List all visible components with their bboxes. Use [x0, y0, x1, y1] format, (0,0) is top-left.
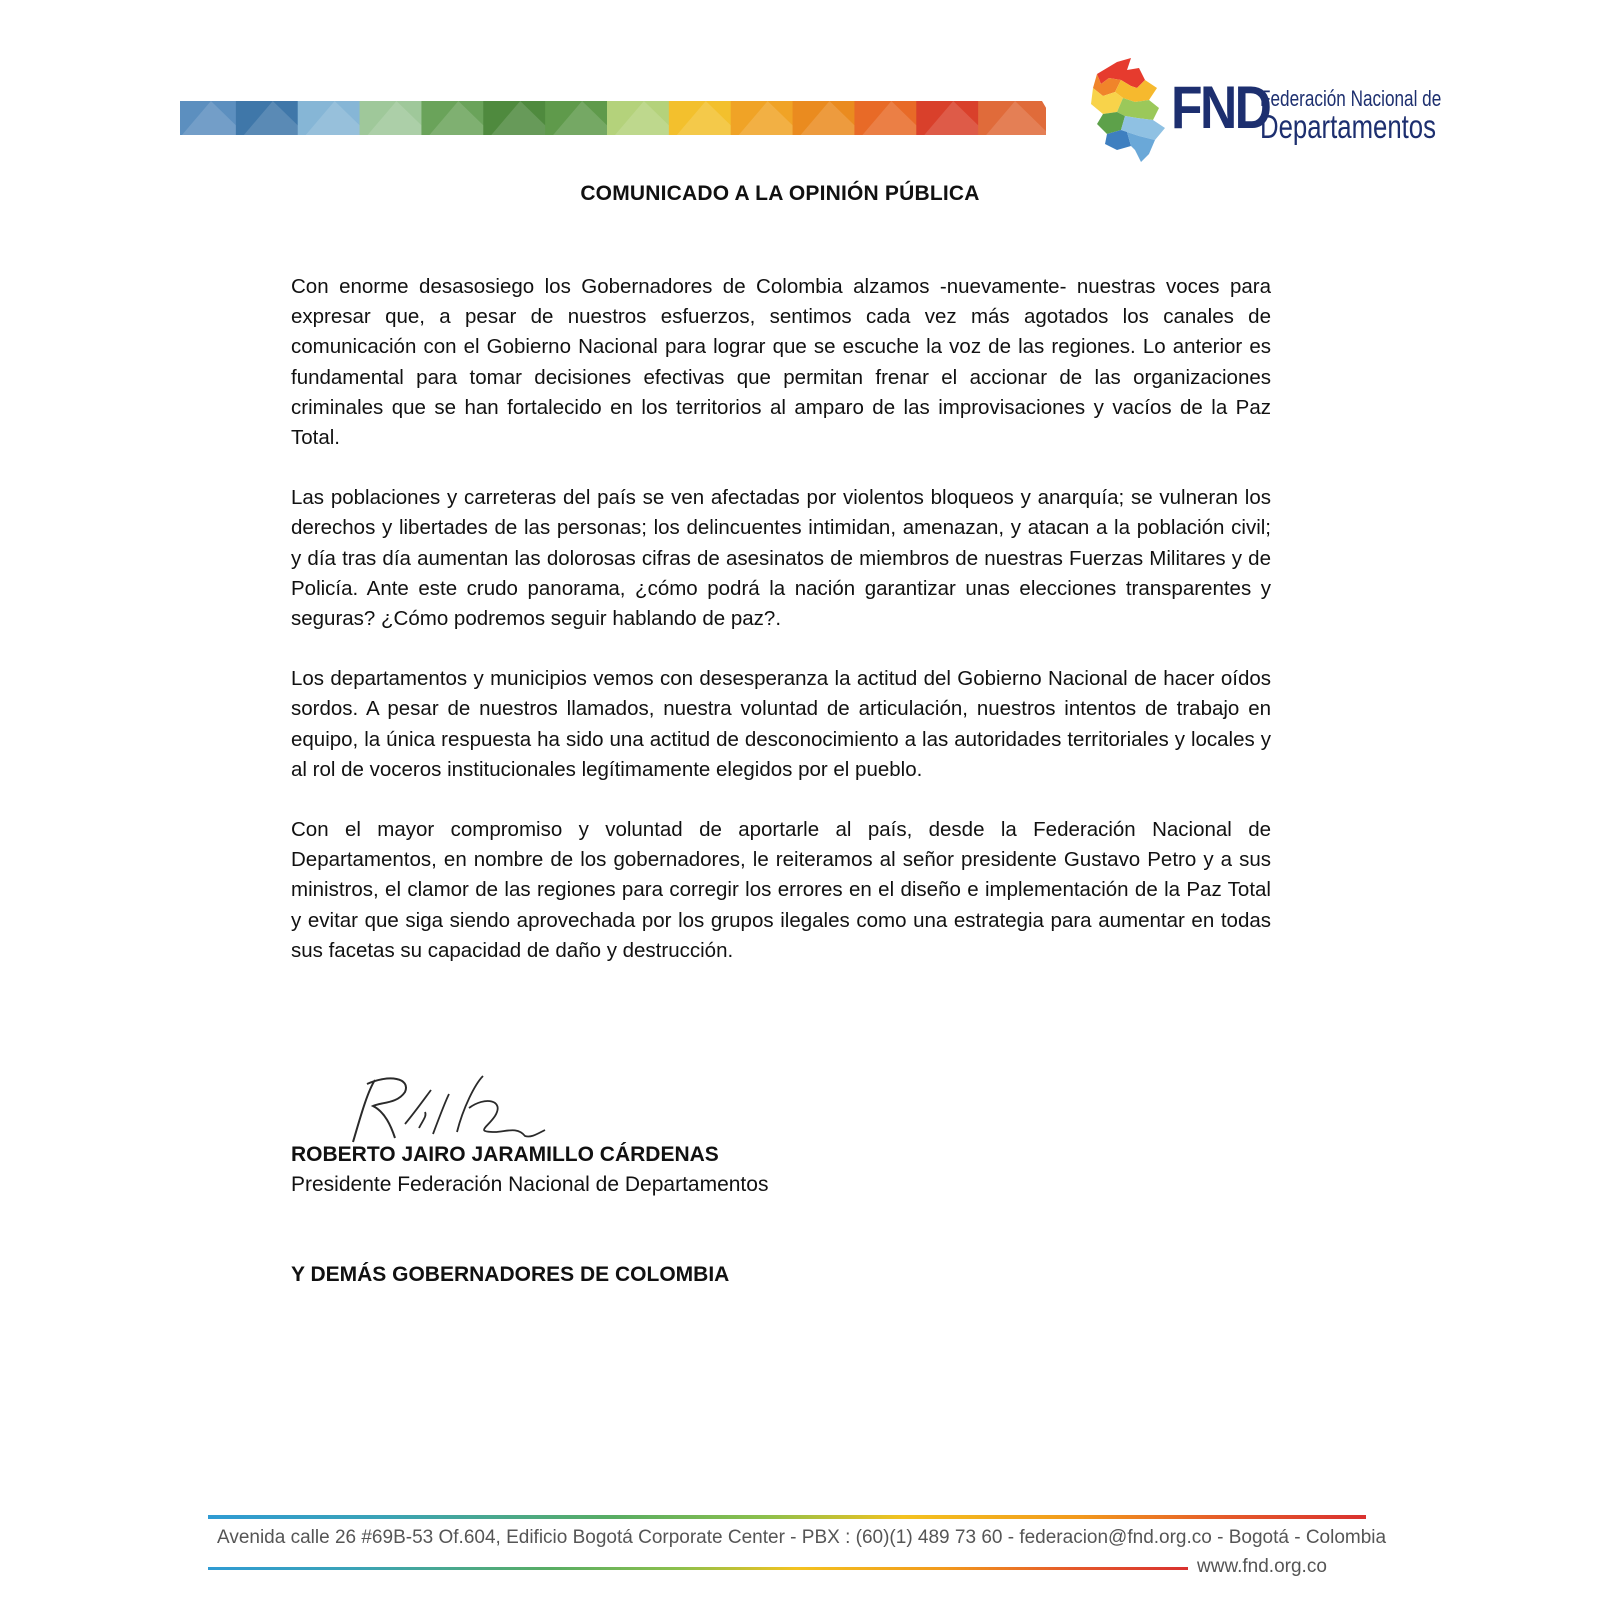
- handwritten-signature: [345, 1072, 565, 1152]
- fnd-logo: [1087, 58, 1442, 162]
- footer-address: Avenida calle 26 #69B-53 Of.604, Edificio Bogotá Corporate Center - PBX : (60)(1) 489 73 60 - federacion@fnd.org.co - Bogotá - Colombia: [217, 1527, 1387, 1548]
- document-body: [291, 272, 1271, 996]
- paragraph: Con enorme desasosiego los Gobernadores de Colombia alzamos -nuevamente- nuestras voces para expresar que, a pesar de nuestros esfuerzos, sentimos cada vez más agotados los canales de comunicación con el Gobierno Nacional para lograr que se escuche la voz de las regiones. Lo anterior es fundamental para tomar decisiones efectivas que permitan frenar el accionar de las organizaciones criminales que se han fortalecido en los territorios al amparo de las improvisaciones y vacíos de la Paz Total.: [291, 275, 1271, 450]
- closing-line: Y DEMÁS GOBERNADORES DE COLOMBIA: [291, 1263, 730, 1286]
- signer-role: Presidente Federación Nacional de Departamentos: [291, 1173, 769, 1196]
- logo-name-line1: Federación Nacional de: [1260, 86, 1442, 111]
- footer-divider-bottom: [208, 1567, 1188, 1570]
- signer-name: ROBERTO JAIRO JARAMILLO CÁRDENAS: [291, 1143, 719, 1166]
- document-title: COMUNICADO A LA OPINIÓN PÚBLICA: [580, 182, 980, 205]
- footer-website: www.fnd.org.co: [1197, 1556, 1327, 1577]
- footer-divider-top: [208, 1515, 1366, 1519]
- paragraph: Las poblaciones y carreteras del país se ven afectadas por violentos bloqueos y anarquía; se vulneran los derechos y libertades de las personas; los delincuentes intimidan, amenazan, y atacan a la población civil; y día tras día aumentan las dolorosas cifras de asesinatos de miembros de nuestras Fuerzas Militares y de Policía. Ante este crudo panorama, ¿cómo podrá la nación garantizar unas elecciones transparentes y seguras? ¿Cómo podremos seguir hablando de paz?.: [291, 486, 1271, 631]
- logo-abbreviation: FND: [1171, 74, 1270, 141]
- paragraph: Los departamentos y municipios vemos con desesperanza la actitud del Gobierno Nacional de hacer oídos sordos. A pesar de nuestros llamados, nuestra voluntad de articulación, nuestros intentos de trabajo en equipo, la única respuesta ha sido una actitud de desconocimiento a las autoridades territoriales y locales y al rol de voceros institucionales legítimamente elegidos por el pueblo.: [291, 667, 1271, 781]
- header-color-band: [180, 101, 1046, 135]
- paragraph: Con el mayor compromiso y voluntad de aportarle al país, desde la Federación Nacional de Departamentos, en nombre de los gobernadores, le reiteramos al señor presidente Gustavo Petro y a sus ministros, el clamor de las regiones para corregir los errores en el diseño e implementación de la Paz Total y evitar que siga siendo aprovechada por los grupos ilegales como una estrategia para aumentar en todas sus facetas su capacidad de daño y destrucción.: [291, 818, 1271, 962]
- logo-name-line2: Departamentos: [1260, 108, 1436, 145]
- colombia-map-icon: [1087, 58, 1169, 162]
